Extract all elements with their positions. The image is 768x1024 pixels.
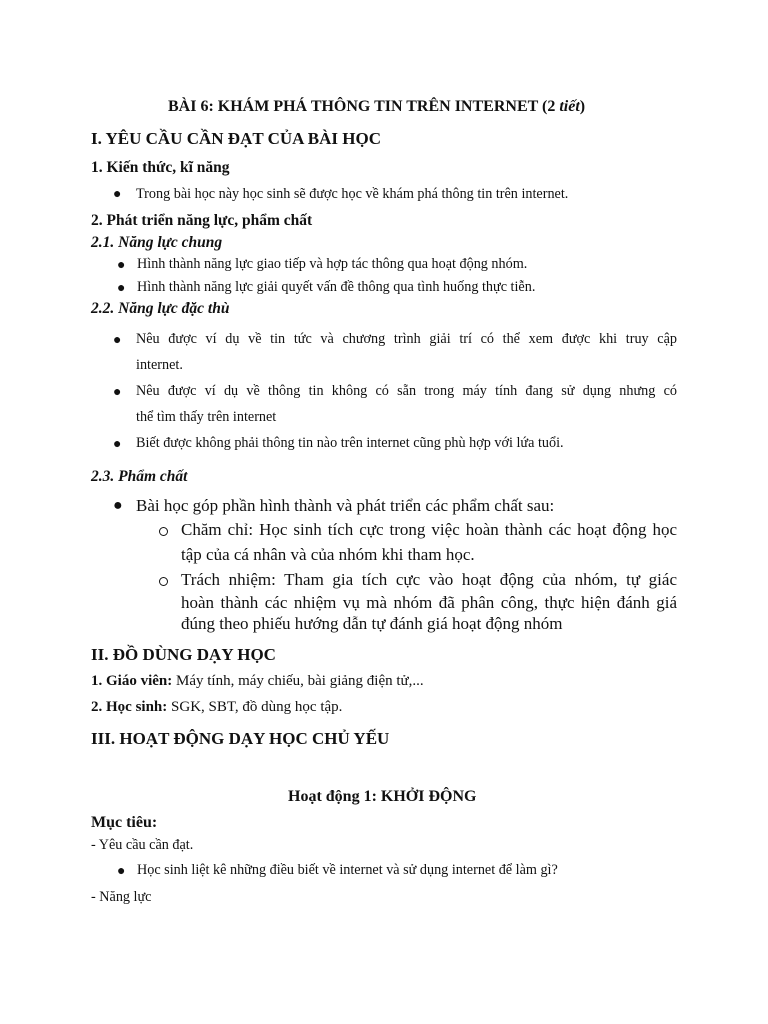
list-item: Học sinh liệt kê những điều biết về internet và sử dụng internet để làm gì? xyxy=(137,862,558,878)
teacher-text: Máy tính, máy chiếu, bài giảng điện tử,... xyxy=(172,673,424,689)
list-item: Trong bài học này học sinh sẽ được học về khám phá thông tin trên internet. xyxy=(136,186,569,202)
bullet-icon: ● xyxy=(117,258,126,273)
subsection-2-3-heading: 2.3. Phẩm chất xyxy=(91,468,188,485)
lesson-title xyxy=(168,98,585,116)
capacity-line: - Năng lực xyxy=(91,889,152,905)
sub-list-item-continuation: hoàn thành các nhiệm vụ mà nhóm đã phân công, thực hiện đánh giá xyxy=(181,593,677,612)
goal-label: Mục tiêu: xyxy=(91,814,158,831)
list-item: Nêu được ví dụ về thông tin không có sẵn trong máy tính đang sử dụng nhưng có xyxy=(136,383,677,399)
bullet-icon: ● xyxy=(113,333,122,348)
lesson-title-italic: tiết xyxy=(559,98,580,115)
section-3-heading: III. HOẠT ĐỘNG DẠY HỌC CHỦ YẾU xyxy=(91,729,390,748)
bullet-icon: ● xyxy=(113,497,123,514)
section-2-heading: II. ĐỒ DÙNG DẠY HỌC xyxy=(91,645,276,664)
list-item-continuation: internet. xyxy=(136,357,183,373)
student-label: 2. Học sinh: xyxy=(91,699,168,715)
list-item: Hình thành năng lực giải quyết vấn đề thông qua tình huống thực tiễn. xyxy=(137,279,536,295)
subsection-2-2-heading: 2.2. Năng lực đặc thù xyxy=(91,300,230,317)
lesson-title-close: ) xyxy=(579,98,586,115)
sub-list-item: Trách nhiệm: Tham gia tích cực vào hoạt động của nhóm, tự giác xyxy=(181,570,677,589)
list-item: Hình thành năng lực giao tiếp và hợp tác thông qua hoạt động nhóm. xyxy=(137,256,528,272)
bullet-icon: ● xyxy=(113,437,122,452)
subsection-1-heading: 1. Kiến thức, kĩ năng xyxy=(91,159,230,176)
activity-title: Hoạt động 1: KHỞI ĐỘNG xyxy=(288,788,477,805)
teacher-label: 1. Giáo viên: xyxy=(91,673,173,689)
list-item: Biết được không phải thông tin nào trên internet cũng phù hợp với lứa tuổi. xyxy=(136,435,564,451)
goal-line: - Yêu cầu cần đạt. xyxy=(91,837,194,853)
subsection-2-heading: 2. Phát triển năng lực, phẩm chất xyxy=(91,212,313,229)
subsection-2-1-heading: 2.1. Năng lực chung xyxy=(91,234,223,251)
list-item: Bài học góp phần hình thành và phát triển các phẩm chất sau: xyxy=(136,496,555,515)
student-text: SGK, SBT, đồ dùng học tập. xyxy=(167,699,343,715)
bullet-icon: ● xyxy=(113,187,122,202)
bullet-icon: ● xyxy=(117,281,126,296)
list-item: Nêu được ví dụ về tin tức và chương trình giải trí có thể xem được khi truy cập xyxy=(136,331,677,347)
hollow-circle-bullet-icon xyxy=(159,577,168,586)
hollow-circle-bullet-icon xyxy=(159,527,168,536)
sub-list-item-continuation: đúng theo phiếu hướng dẫn tự đánh giá hoạt động nhóm xyxy=(181,614,563,633)
sub-list-item: Chăm chỉ: Học sinh tích cực trong việc hoàn thành các hoạt động học xyxy=(181,520,677,539)
sub-list-item-continuation: tập của cá nhân và của nhóm khi tham học. xyxy=(181,545,475,564)
lesson-title-text: BÀI 6: KHÁM PHÁ THÔNG TIN TRÊN INTERNET (2 xyxy=(168,98,556,115)
list-item xyxy=(91,699,342,716)
bullet-icon: ● xyxy=(117,864,126,879)
list-item-continuation: thể tìm thấy trên internet xyxy=(136,409,277,425)
section-1-heading: I. YÊU CẦU CẦN ĐẠT CỦA BÀI HỌC xyxy=(91,129,381,148)
bullet-icon: ● xyxy=(113,385,122,400)
list-item xyxy=(91,673,424,690)
